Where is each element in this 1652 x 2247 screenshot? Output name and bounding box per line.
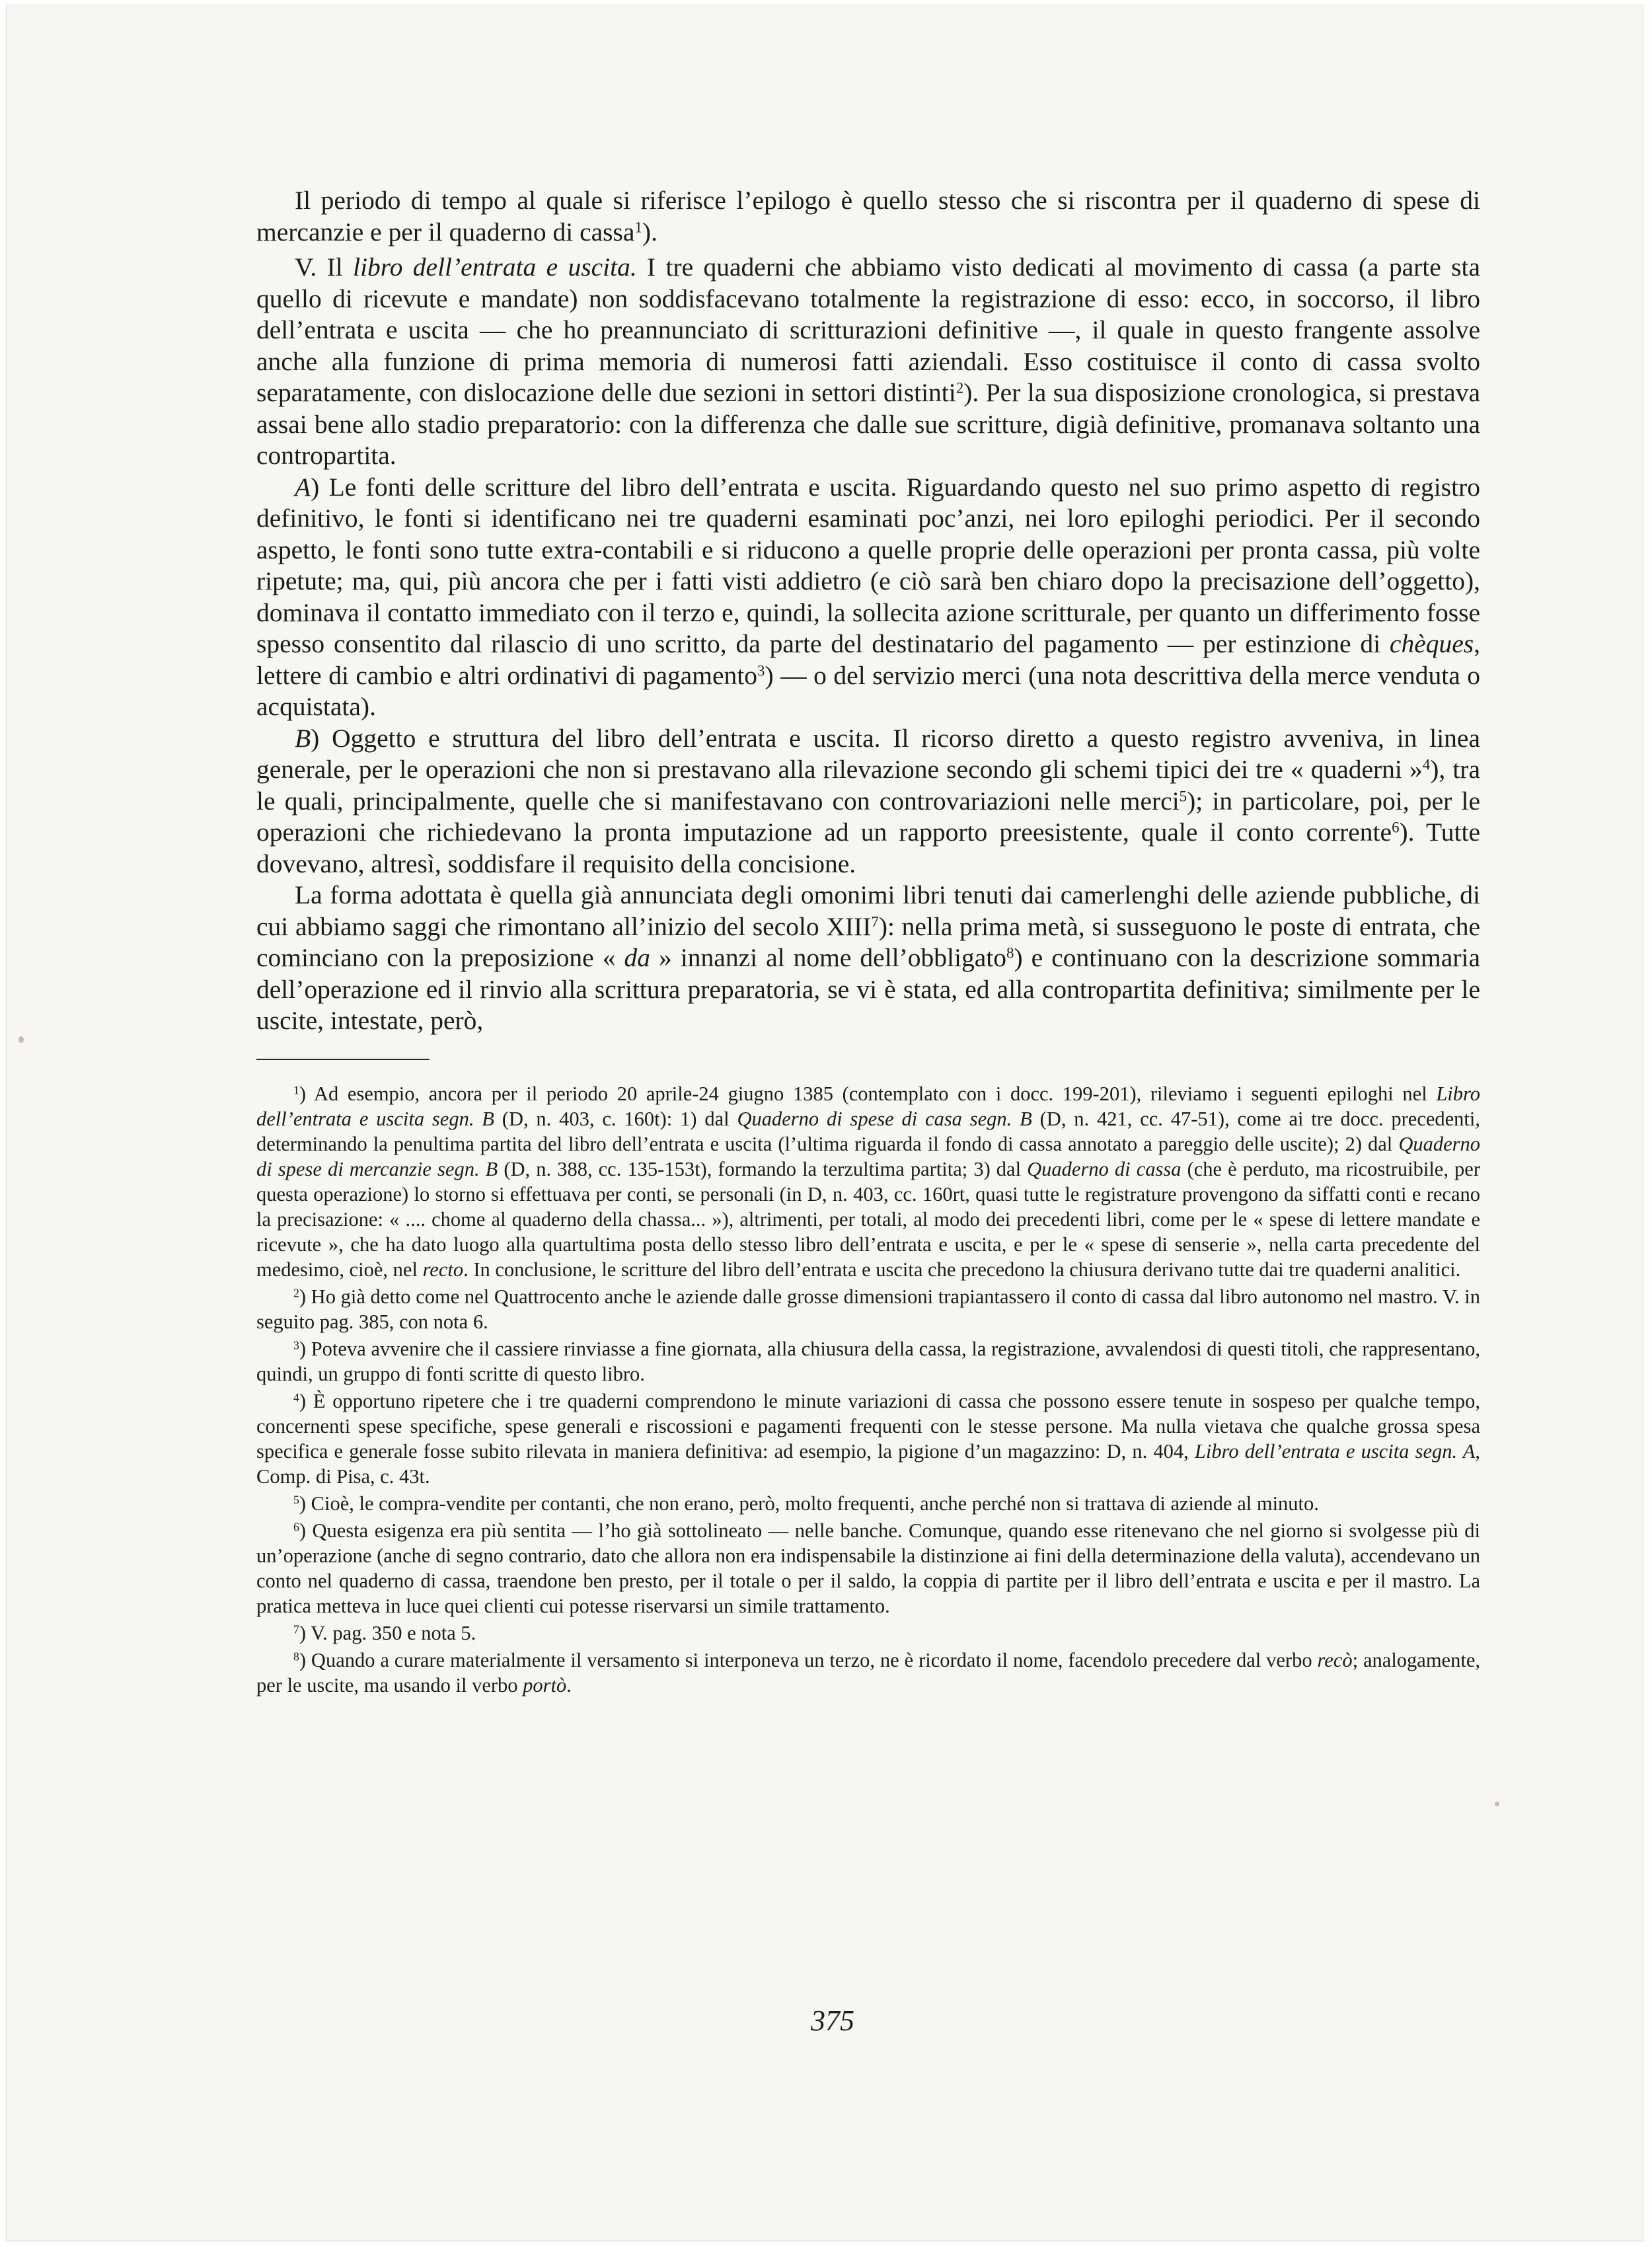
text-block	[256, 185, 1480, 1698]
footnote-ref: 4	[1422, 756, 1431, 773]
page-number: 375	[811, 2004, 854, 2037]
paragraph: La forma adottata è quella già annunciata degli omonimi libri tenuti dai camerlenghi delle aziende pubbliche, di cui abbiamo saggi che rimontano all’inizio del secolo XIII$^7$): nella prima metà, si susseguono le poste di entrata, che cominciano con la preposizione « da » innanzi al nome dell’obbligato$^8$) e continuano con la descrizione sommaria dell’operazione ed il rinvio alla scrittura preparatoria, se vi è stata, ed alla contropartita definitiva; similmente per le uscite, intestate, però,	[256, 880, 1480, 1035]
subsection-letter: A	[295, 472, 311, 502]
footnote: $^8$) Quando a curare materialmente il versamento si interponeva un terzo, ne è ricordato il nome, facendolo precedere dal verbo recò; analogamente, per le uscite, ma usando il verbo portò.	[256, 1648, 1480, 1696]
paragraph: V. Il libro dell’entrata e uscita. I tre quaderni che abbiamo visto dedicati al movimento di cassa (a parte sta quello di ricevute e mandate) non soddisfacevano totalmente la registrazione di esso: ecco, in soccorso, il libro dell’entrata e uscita — che ho preannunciato di scritturazioni definitive —, il quale in questo frangente assolve anche alla funzione di prima memoria di numerosi fatti aziendali. Esso costituisce il conto di cassa svolto separatamente, con dislocazione delle due sezioni in settori distinti$^2$). Per la sua disposizione cronologica, si prestava assai bene allo stadio preparatorio: con la differenza che dalle sue scritture, digià definitive, promanava soltanto una contropartita.	[256, 252, 1480, 470]
main-text	[256, 185, 1480, 1037]
footnote: $^2$) Ho già detto come nel Quattrocento anche le aziende dalle grosse dimensioni trapiantassero il conto di cassa dal libro autonomo nel mastro. V. in seguito pag. 385, con nota 6.	[256, 1285, 1480, 1333]
paragraph: Il periodo di tempo al quale si riferisce l’epilogo è quello stesso che si riscontra per il quaderno di spese di mercanzie e per il quaderno di cassa$^1$).	[256, 186, 1480, 247]
footnotes	[256, 1081, 1480, 1698]
footnote-ref: 3	[757, 662, 765, 679]
footnote-ref: 1	[634, 218, 642, 235]
paragraph: A) Le fonti delle scritture del libro dell’entrata e uscita. Riguardando questo nel suo primo aspetto di registro definitivo, le fonti si identificano nei tre quaderni esaminati poc’anzi, nei loro epiloghi periodici. Per il secondo aspetto, le fonti sono tutte extra-contabili e si riducono a quelle proprie delle operazioni per pronta cassa, più volte ripetute; ma, qui, più ancora che per i fatti visti addietro (e ciò sarà ben chiaro dopo la precisazione dell’oggetto), dominava il contatto immediato con il terzo e, quindi, la sollecita azione scritturale, per quanto un differimento fosse spesso consentito dal rilascio di uno scritto, da parte del destinatario del pagamento — per estinzione di chèques, lettere di cambio e altri ordinativi di pagamento$^3$) — o del servizio merci (una nota descrittiva della merce venduta o acquistata).	[256, 472, 1480, 721]
footnote: $^3$) Poteva avvenire che il cassiere rinviasse a fine giornata, alla chiusura della cassa, la registrazione, avvalendosi di questi titoli, che rappresentano, quindi, un gruppo di fonti scritte di questo libro.	[256, 1337, 1480, 1385]
footnote: $^6$) Questa esigenza era più sentita — l’ho già sottolineato — nelle banche. Comunque, quando esse ritenevano che nel giorno si svolgesse più di un’operazione (anche di segno contrario, dato che allora non era indispensabile la distinzione ai fini della determinazione della valuta), accendevano un conto nel quaderno di cassa, traendone ben presto, per il totale o per il saldo, la coppia di partite per il libro dell’entrata e uscita e per il mastro. La pratica metteva in luce quei clienti cui potesse riservarsi un simile trattamento.	[256, 1519, 1480, 1617]
footnote-ref: 7	[871, 913, 879, 930]
footnote-rule	[256, 1059, 430, 1060]
footnote-ref: 6	[1392, 819, 1400, 836]
footnote-ref: 5	[1179, 787, 1187, 804]
section-title: libro dell’entrata e uscita.	[353, 252, 637, 282]
paper-spot	[1495, 1802, 1499, 1806]
footnote-ref: 2	[956, 379, 964, 397]
subsection-letter: B	[295, 723, 311, 753]
footnote-ref: 8	[1006, 944, 1014, 962]
footnote: $^7$) V. pag. 350 e nota 5.	[293, 1621, 476, 1644]
paper-spot	[19, 1036, 24, 1043]
paragraph: B) Oggetto e struttura del libro dell’entrata e uscita. Il ricorso diretto a questo registro avveniva, in linea generale, per le operazioni che non si prestavano alla rilevazione secondo gli schemi tipici dei tre « quaderni »$^4$), tra le quali, principalmente, quelle che si manifestavano con controvariazioni nelle merci$^5$); in particolare, poi, per le operazioni che richiedevano la pronta imputazione ad un rapporto preesistente, quale il conto corrente$^6$). Tutte dovevano, altresì, soddisfare il requisito della concisione.	[256, 723, 1480, 878]
footnote: $^1$) Ad esempio, ancora per il periodo 20 aprile-24 giugno 1385 (contemplato con i docc. 199-201), rileviamo i seguenti epiloghi nel Libro dell’entrata e uscita segn. B (D, n. 403, c. 160t): 1) dal Quaderno di spese di casa segn. B (D, n. 421, cc. 47-51), come ai tre docc. precedenti, determinando la penultima partita del libro dell’entrata e uscita (l’ultima riguarda il fondo di cassa annotato a pareggio delle uscite); 2) dal Quaderno di spese di mercanzie segn. B (D, n. 388, cc. 135-153t), formando la terzultima partita; 3) dal Quaderno di cassa (che è perduto, ma ricostruibile, per questa operazione) lo storno si effettuava per conti, se personali (in D, n. 403, cc. 160rt, quasi tutte le registrature provengono da siffatti conti e recano la precisazione: « .... chome al quaderno della chassa... »), altrimenti, per totali, al modo dei precedenti libri, come per le « spese di lettere mandate e ricevute », che ha dato luogo alla quartultima posta dello stesso libro dell’entrata e uscita, e per le « spese di senserie », nella carta precedente del medesimo, cioè, nel recto. In conclusione, le scritture del libro dell’entrata e uscita che precedono la chiusura derivano tutte dai tre quaderni analitici.	[256, 1082, 1480, 1281]
book-page	[7, 5, 1643, 2240]
footnote: $^4$) È opportuno ripetere che i tre quaderni comprendono le minute variazioni di cassa che possono essere tenute in sospeso per qualche tempo, concernenti spese specifiche, spese generali e riscossioni e pagamenti frequenti con le stesse persone. Ma nulla vietava che qualche grossa spesa specifica e generale fosse subito rilevata in maniera definitiva: ad esempio, la pigione d’un magazzino: D, n. 404, Libro dell’entrata e uscita segn. A, Comp. di Pisa, c. 43t.	[256, 1389, 1480, 1488]
footnote: $^5$) Cioè, le compra-vendite per contanti, che non erano, però, molto frequenti, anche perché non si trattava di aziende al minuto.	[293, 1492, 1319, 1515]
